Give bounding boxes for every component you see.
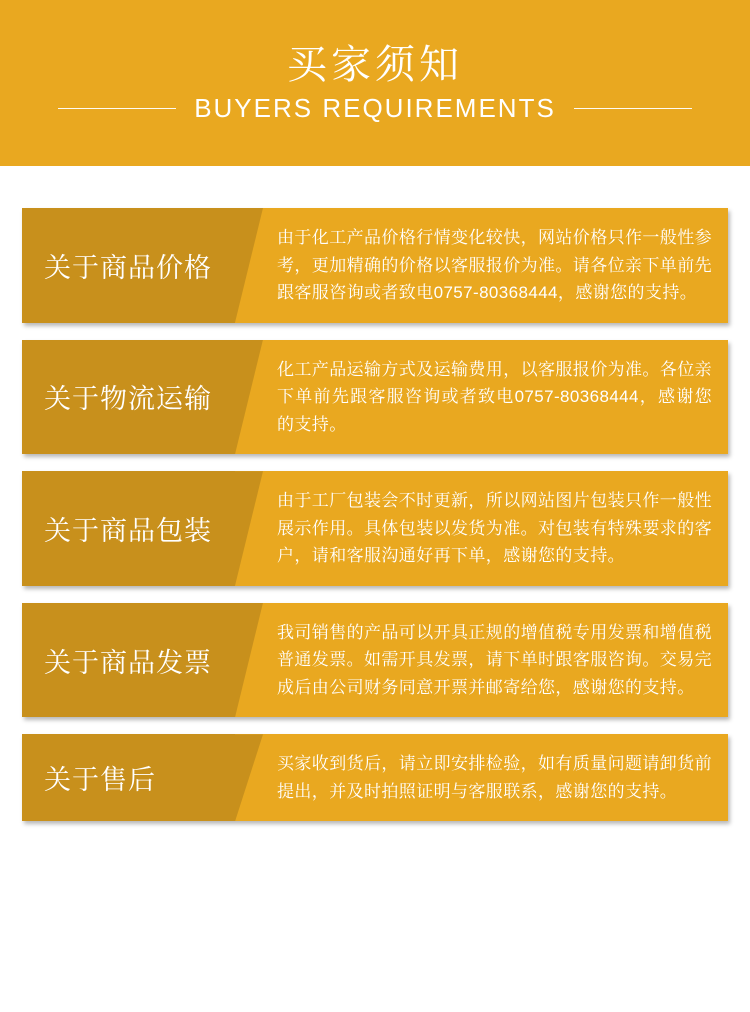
section-row	[22, 208, 728, 323]
section-label-text: 关于物流运输	[44, 384, 212, 415]
section-row	[22, 603, 728, 718]
section-body	[235, 340, 728, 455]
page-title: 买家须知	[287, 42, 463, 87]
sections-list	[0, 166, 750, 821]
section-body-text: 由于化工产品价格行情变化较快，网站价格只作一般性参考，更加精确的价格以客服报价为准。请各位亲下单前先跟客服咨询或者致电0757-80368444，感谢您的支持。	[277, 228, 712, 303]
section-label	[22, 208, 235, 323]
section-label-text: 关于商品包装	[44, 515, 212, 546]
section-body	[235, 734, 728, 821]
section-body	[235, 603, 728, 718]
section-body-text: 我司销售的产品可以开具正规的增值税专用发票和增值税普通发票。如需开具发票，请下单时跟客服咨询。交易完成后由公司财务同意开票并邮寄给您，感谢您的支持。	[277, 622, 712, 697]
section-label	[22, 471, 235, 586]
section-row	[22, 340, 728, 455]
divider-left	[58, 108, 176, 109]
section-row	[22, 471, 728, 586]
page-subtitle: BUYERS REQUIREMENTS	[194, 92, 556, 123]
section-label	[22, 734, 235, 821]
section-label-text: 关于商品发票	[44, 647, 212, 678]
section-body-text: 买家收到货后，请立即安排检验，如有质量问题请卸货前提出，并及时拍照证明与客服联系，感谢您的支持。	[277, 754, 712, 801]
divider-right	[574, 108, 692, 109]
section-label-text: 关于售后	[44, 765, 156, 796]
section-body	[235, 208, 728, 323]
section-label-text: 关于商品价格	[44, 252, 212, 283]
page-subtitle-row	[0, 93, 750, 124]
section-body-text: 由于工厂包装会不时更新，所以网站图片包装只作一般性展示作用。具体包装以发货为准。对包装有特殊要求的客户，请和客服沟通好再下单，感谢您的支持。	[277, 491, 712, 566]
section-label	[22, 603, 235, 718]
section-row	[22, 734, 728, 821]
section-label	[22, 340, 235, 455]
section-body-text: 化工产品运输方式及运输费用，以客服报价为准。各位亲下单前先跟客服咨询或者致电0757-80368444，感谢您的支持。	[277, 359, 712, 434]
page-header-banner	[0, 0, 750, 166]
section-body	[235, 471, 728, 586]
